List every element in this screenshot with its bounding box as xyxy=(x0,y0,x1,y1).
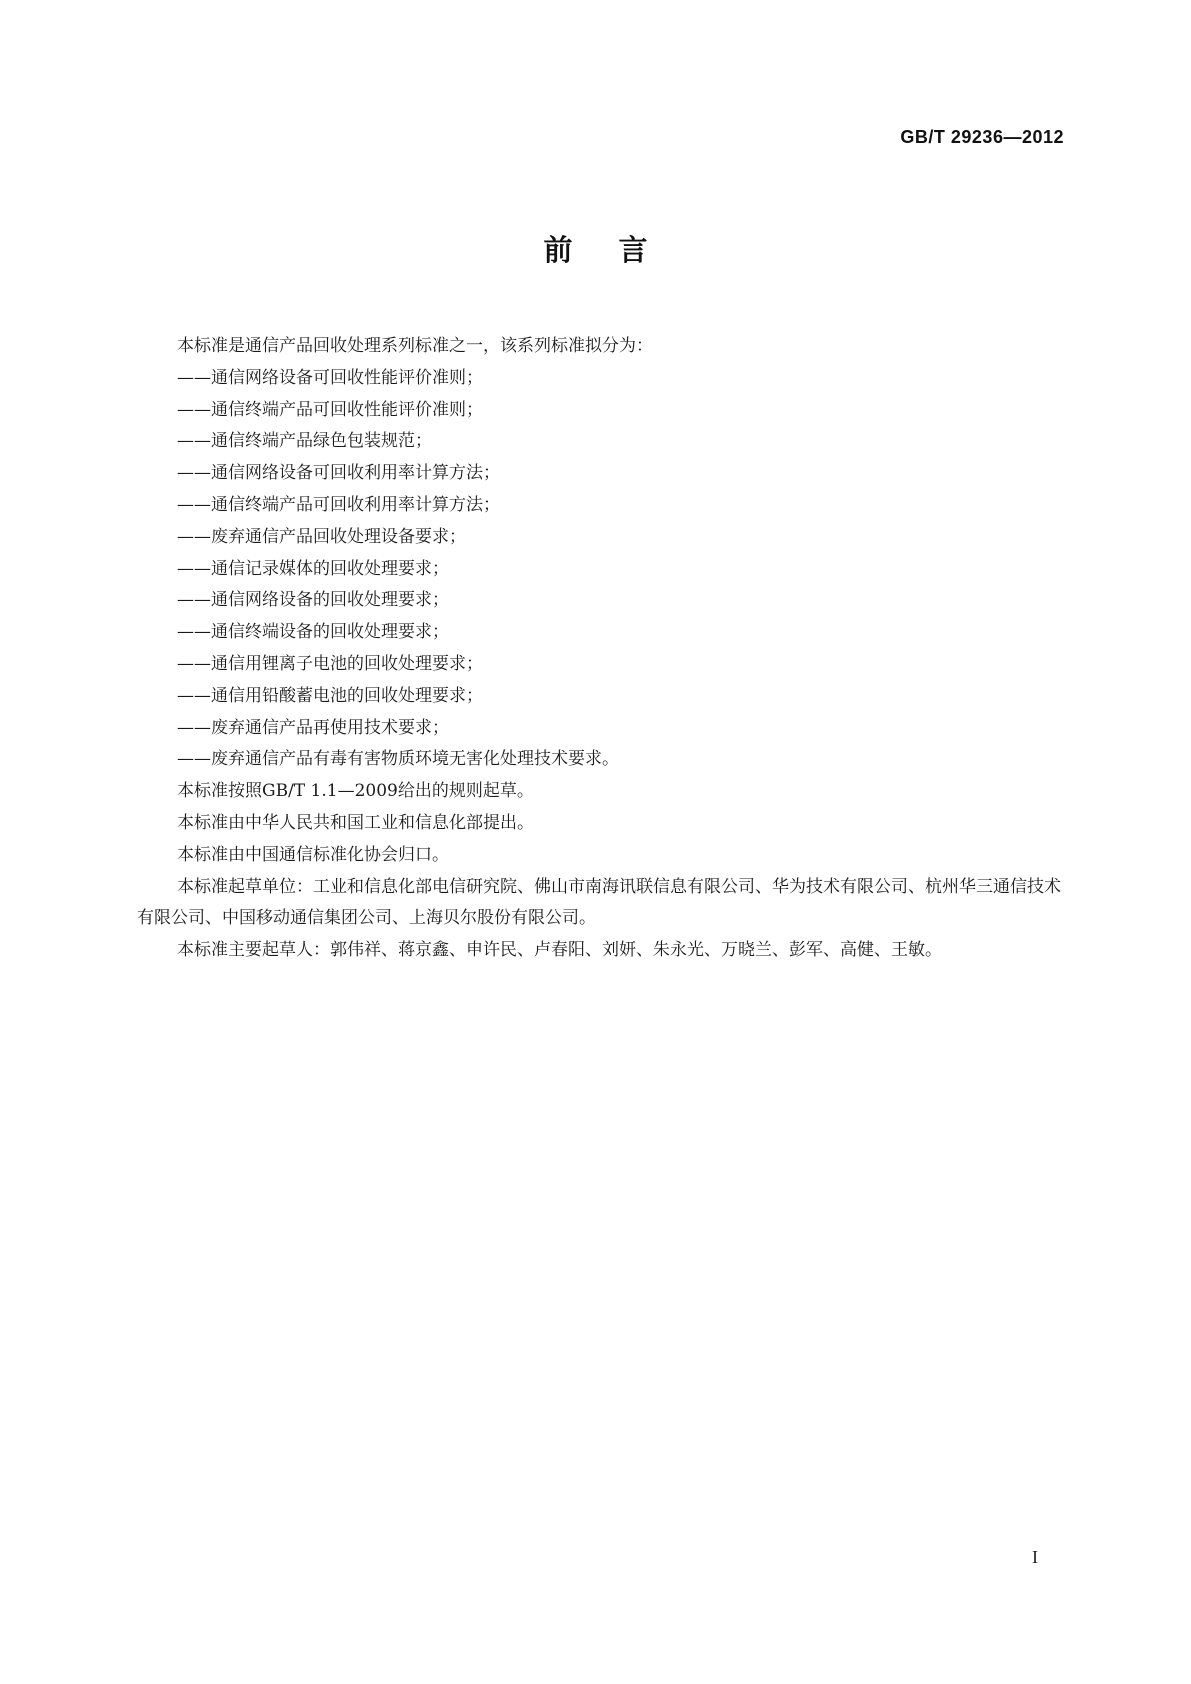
list-item: ——废弃通信产品有毒有害物质环境无害化处理技术要求。 xyxy=(177,749,619,770)
list-item: ——通信终端产品可回收性能评价准则； xyxy=(177,399,483,420)
list-item: ——通信用锂离子电池的回收处理要求； xyxy=(177,653,483,674)
centralized-by-paragraph: 本标准由中国通信标准化协会归口。 xyxy=(177,844,449,865)
list-item: ——通信终端产品绿色包装规范； xyxy=(177,431,432,452)
page-title: 前言 xyxy=(543,233,694,267)
list-item: ——通信网络设备的回收处理要求； xyxy=(177,590,449,611)
page-number: I xyxy=(1032,1547,1038,1567)
drafting-rules-paragraph: 本标准按照GB/T 1.1—2009给出的规则起草。 xyxy=(177,781,534,802)
list-item: ——通信网络设备可回收性能评价准则； xyxy=(177,367,483,388)
main-drafters-paragraph: 本标准主要起草人：郭伟祥、蒋京鑫、申许民、卢春阳、刘妍、朱永光、万晓兰、彭军、高健、王敏。 xyxy=(177,940,942,961)
list-item: ——通信终端产品可回收利用率计算方法； xyxy=(177,494,500,515)
series-list xyxy=(137,363,1072,776)
standard-number: GB/T 29236—2012 xyxy=(900,127,1064,147)
foreword-body xyxy=(137,331,1072,967)
list-item: ——通信终端设备的回收处理要求； xyxy=(177,622,449,643)
list-item: ——废弃通信产品再使用技术要求； xyxy=(177,717,449,738)
drafting-units-paragraph: 本标准起草单位：工业和信息化部电信研究院、佛山市南海讯联信息有限公司、华为技术有限公司、杭州华三通信技术有限公司、中国移动通信集团公司、上海贝尔股份有限公司。 xyxy=(137,876,1061,929)
list-item: ——通信记录媒体的回收处理要求； xyxy=(177,558,449,579)
list-item: ——废弃通信产品回收处理设备要求； xyxy=(177,526,466,547)
list-item: ——通信用铅酸蓄电池的回收处理要求； xyxy=(177,685,483,706)
intro-paragraph: 本标准是通信产品回收处理系列标准之一，该系列标准拟分为： xyxy=(177,336,653,356)
proposed-by-paragraph: 本标准由中华人民共和国工业和信息化部提出。 xyxy=(177,812,534,833)
list-item: ——通信网络设备可回收利用率计算方法； xyxy=(177,463,500,484)
